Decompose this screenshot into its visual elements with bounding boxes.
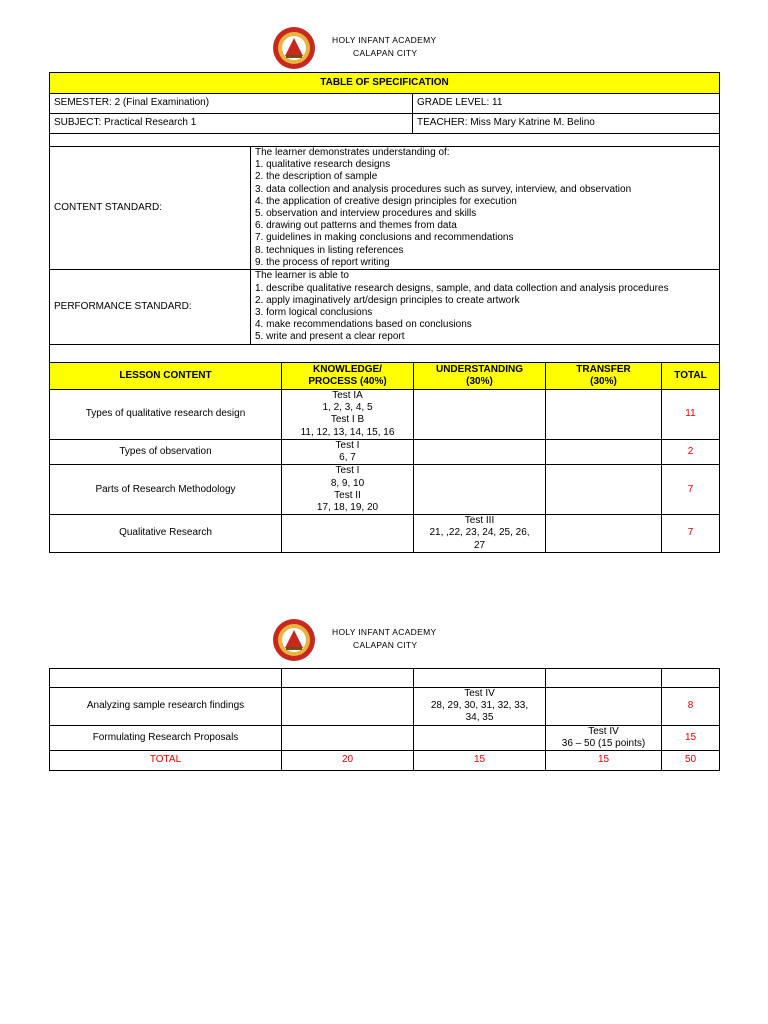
knowledge-line: Test IA bbox=[332, 390, 363, 401]
understanding-cell bbox=[414, 439, 546, 464]
header-knowledge-line: KNOWLEDGE/ bbox=[313, 363, 382, 375]
total-cell: 8 bbox=[662, 688, 720, 726]
lesson-content-cell: Analyzing sample research findings bbox=[50, 688, 282, 726]
knowledge-line: 11, 12, 13, 14, 15, 16 bbox=[300, 426, 395, 438]
lesson-content-cell: Formulating Research Proposals bbox=[50, 725, 282, 750]
table-title: TABLE OF SPECIFICATION bbox=[50, 73, 720, 94]
totals-knowledge: 20 bbox=[282, 751, 414, 771]
performance-standard-line: 1. describe qualitative research designs, sample, and data collection and analysis procedures bbox=[255, 282, 669, 294]
school-header bbox=[272, 26, 472, 70]
transfer-cell bbox=[546, 465, 662, 515]
understanding-line: 27 bbox=[473, 539, 486, 551]
spacer-row bbox=[50, 345, 720, 363]
knowledge-cell bbox=[282, 515, 414, 553]
content-standard-line: 8. techniques in listing references bbox=[255, 244, 404, 256]
table-row bbox=[50, 669, 720, 688]
knowledge-line: Test I B bbox=[330, 414, 365, 426]
understanding-cell bbox=[414, 688, 546, 726]
understanding-cell bbox=[414, 515, 546, 553]
transfer-cell bbox=[546, 725, 662, 750]
totals-transfer: 15 bbox=[546, 751, 662, 771]
table-row bbox=[50, 439, 720, 464]
empty-cell bbox=[662, 669, 720, 688]
header-transfer-line: (30%) bbox=[590, 376, 617, 387]
total-cell: 7 bbox=[662, 465, 720, 515]
transfer-cell bbox=[546, 688, 662, 726]
content-standard-line: 6. drawing out patterns and themes from data bbox=[255, 220, 457, 232]
table-row bbox=[50, 390, 720, 440]
table-row bbox=[50, 515, 720, 553]
totals-label: TOTAL bbox=[50, 751, 282, 771]
lesson-table-continued bbox=[49, 668, 720, 771]
transfer-cell bbox=[546, 390, 662, 440]
transfer-line: 36 – 50 (15 points) bbox=[561, 737, 646, 749]
specification-info-table bbox=[49, 72, 720, 147]
transfer-line: Test IV bbox=[588, 725, 619, 737]
content-standard-line: 7. guidelines in making conclusions and recommendations bbox=[255, 232, 514, 244]
knowledge-line: 6, 7 bbox=[339, 452, 356, 464]
transfer-cell bbox=[546, 439, 662, 464]
knowledge-cell bbox=[282, 439, 414, 464]
knowledge-cell bbox=[282, 390, 414, 440]
knowledge-cell bbox=[282, 465, 414, 515]
empty-cell bbox=[50, 669, 282, 688]
school-city: CALAPAN CITY bbox=[353, 48, 418, 58]
semester-cell: SEMESTER: 2 (Final Examination) bbox=[50, 94, 413, 114]
total-cell: 7 bbox=[662, 515, 720, 553]
knowledge-cell bbox=[282, 688, 414, 726]
totals-understanding: 15 bbox=[414, 751, 546, 771]
school-name: HOLY INFANT ACADEMY bbox=[332, 35, 437, 45]
empty-cell bbox=[282, 669, 414, 688]
lesson-content-cell: Parts of Research Methodology bbox=[50, 465, 282, 515]
knowledge-line: 1, 2, 3, 4, 5 bbox=[322, 402, 373, 414]
table-row bbox=[50, 465, 720, 515]
empty-cell bbox=[414, 669, 546, 688]
header-total: TOTAL bbox=[662, 363, 720, 390]
knowledge-line: Test I bbox=[335, 465, 360, 477]
knowledge-cell bbox=[282, 725, 414, 750]
teacher-cell: TEACHER: Miss Mary Katrine M. Belino bbox=[413, 114, 720, 134]
knowledge-line: 17, 18, 19, 20 bbox=[316, 501, 379, 513]
table-row bbox=[50, 688, 720, 726]
understanding-cell bbox=[414, 465, 546, 515]
header-transfer-line: TRANSFER bbox=[576, 363, 631, 375]
header-understanding-line: (30%) bbox=[466, 376, 493, 387]
lesson-table bbox=[49, 362, 720, 553]
content-standard-line: 1. qualitative research designs bbox=[255, 159, 391, 171]
content-standard-list bbox=[251, 147, 720, 270]
content-standard-label: CONTENT STANDARD: bbox=[50, 147, 251, 270]
total-cell: 15 bbox=[662, 725, 720, 750]
content-standard-line: 4. the application of creative design principles for execution bbox=[255, 195, 517, 207]
school-header bbox=[272, 618, 472, 662]
performance-standard-line: 3. form logical conclusions bbox=[255, 307, 373, 319]
grade-level-cell: GRADE LEVEL: 11 bbox=[413, 94, 720, 114]
empty-cell bbox=[546, 669, 662, 688]
subject-cell: SUBJECT: Practical Research 1 bbox=[50, 114, 413, 134]
header-knowledge bbox=[282, 363, 414, 390]
knowledge-line: 8, 9, 10 bbox=[330, 477, 365, 489]
content-standard-line: 2. the description of sample bbox=[255, 171, 378, 183]
understanding-cell bbox=[414, 725, 546, 750]
school-city: CALAPAN CITY bbox=[353, 640, 418, 650]
spacer-row bbox=[50, 134, 720, 147]
understanding-line: 34, 35 bbox=[465, 712, 494, 724]
header-knowledge-line: PROCESS (40%) bbox=[308, 376, 387, 387]
lesson-content-cell: Qualitative Research bbox=[50, 515, 282, 553]
performance-standard-list bbox=[251, 270, 720, 345]
total-cell: 11 bbox=[662, 390, 720, 440]
total-cell: 2 bbox=[662, 439, 720, 464]
knowledge-line: Test I bbox=[335, 439, 360, 451]
standards-table bbox=[49, 146, 720, 363]
understanding-line: Test III bbox=[464, 515, 495, 527]
content-standard-line: 5. observation and interview procedures and skills bbox=[255, 208, 477, 220]
lesson-content-cell: Types of qualitative research design bbox=[50, 390, 282, 440]
understanding-line: Test IV bbox=[464, 688, 495, 699]
content-standard-line: 3. data collection and analysis procedures such as survey, interview, and observation bbox=[255, 183, 632, 195]
totals-row bbox=[50, 751, 720, 771]
knowledge-line: Test II bbox=[334, 489, 361, 501]
lesson-content-cell: Types of observation bbox=[50, 439, 282, 464]
content-standard-line: 9. the process of report writing bbox=[255, 256, 390, 268]
performance-standard-line: 4. make recommendations based on conclusions bbox=[255, 319, 472, 331]
transfer-cell bbox=[546, 515, 662, 553]
header-lesson-content: LESSON CONTENT bbox=[50, 363, 282, 390]
performance-standard-line: The learner is able to bbox=[255, 270, 349, 282]
totals-total: 50 bbox=[662, 751, 720, 771]
performance-standard-line: 5. write and present a clear report bbox=[255, 331, 405, 343]
school-logo-icon bbox=[272, 618, 316, 662]
content-standard-line: The learner demonstrates understanding of: bbox=[255, 147, 450, 158]
header-transfer bbox=[546, 363, 662, 390]
understanding-line: 28, 29, 30, 31, 32, 33, bbox=[430, 700, 529, 712]
understanding-line: 21, ,22, 23, 24, 25, 26, bbox=[429, 527, 530, 539]
performance-standard-label: PERFORMANCE STANDARD: bbox=[50, 270, 251, 345]
table-row bbox=[50, 725, 720, 750]
understanding-cell bbox=[414, 390, 546, 440]
header-understanding-line: UNDERSTANDING bbox=[435, 363, 524, 375]
header-understanding bbox=[414, 363, 546, 390]
school-logo-icon bbox=[272, 26, 316, 70]
school-name: HOLY INFANT ACADEMY bbox=[332, 627, 437, 637]
performance-standard-line: 2. apply imaginatively art/design principles to create artwork bbox=[255, 294, 520, 306]
